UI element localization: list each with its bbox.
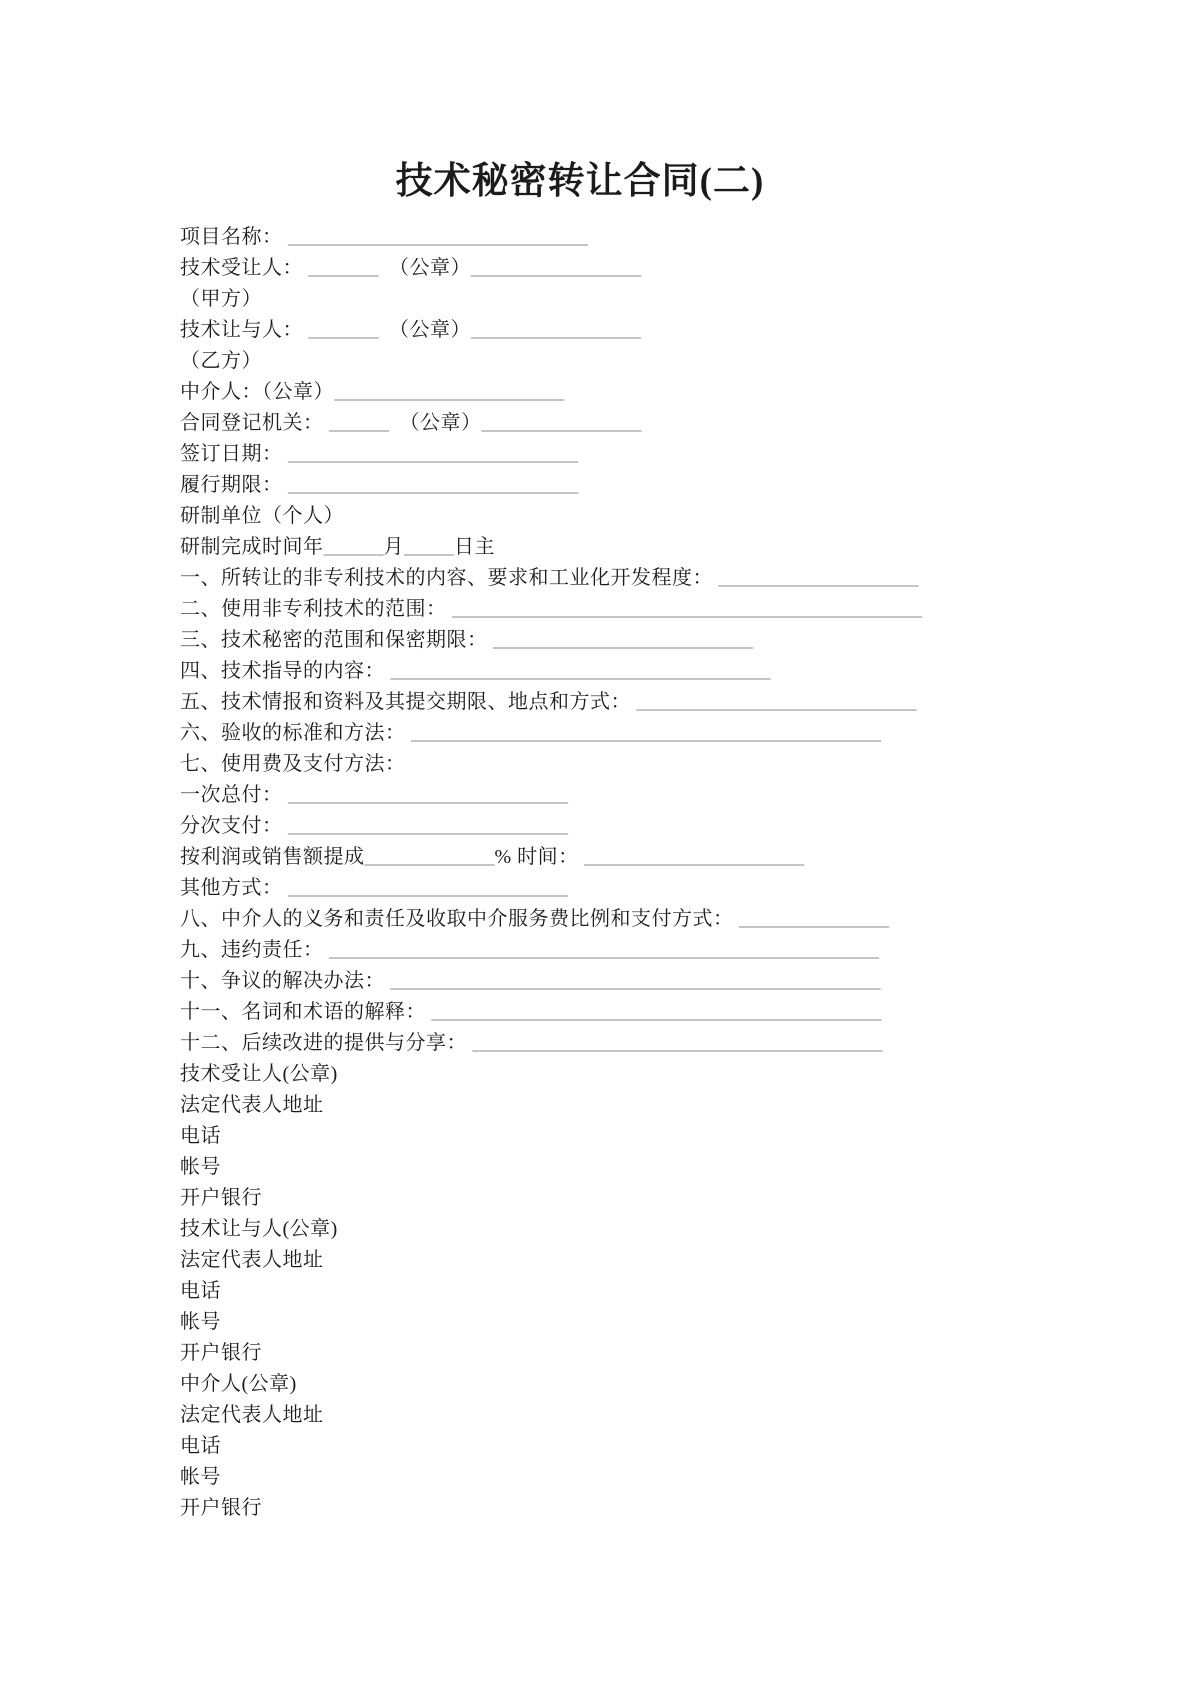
blank-field: _____________________________________________: [431, 1001, 882, 1023]
document-body: [180, 222, 980, 1524]
blank-field: ______________________: [584, 846, 805, 868]
blank-field: ____________________________: [636, 691, 917, 713]
doc-line: 履行期限： _____________________________: [180, 474, 578, 496]
page-title: 技术秘密转让合同(二): [395, 161, 765, 202]
doc-line: 按利润或销售额提成_____________% 时间： ______________________: [180, 846, 805, 868]
blank-field: ____________________________: [288, 815, 568, 837]
doc-line: 电话: [180, 1125, 221, 1147]
doc-line: 技术受让人(公章): [180, 1063, 338, 1085]
doc-line: 项目名称： ______________________________: [180, 226, 588, 248]
doc-line: 三、技术秘密的范围和保密期限： __________________________: [180, 629, 753, 651]
doc-line: 技术受让人： _______ （公章）_________________: [180, 257, 641, 279]
doc-line: 技术让与人： _______ （公章）_________________: [180, 319, 641, 341]
doc-line: 分次支付： ____________________________: [180, 815, 568, 837]
doc-line: （乙方）: [180, 350, 262, 372]
blank-field: __________________________: [493, 629, 753, 651]
blank-field: _____________________________: [288, 443, 578, 465]
blank-field: _______________________________________________: [411, 722, 881, 744]
doc-line: 电话: [180, 1280, 221, 1302]
doc-line: 帐号: [180, 1311, 221, 1333]
doc-line: 八、中介人的义务和责任及收取中介服务费比例和支付方式： _______________: [180, 908, 889, 930]
doc-line: 法定代表人地址: [180, 1404, 324, 1426]
doc-line: （甲方）: [180, 288, 262, 310]
blank-field: _______: [308, 319, 379, 341]
blank-field: ____________________: [718, 567, 919, 589]
doc-line: 五、技术情报和资料及其提交期限、地点和方式： ____________________________: [180, 691, 917, 713]
doc-line: 研制完成时间年______月_____日主: [180, 536, 495, 558]
doc-line: 合同登记机关： ______ （公章）________________: [180, 412, 642, 434]
blank-field: _______________________: [334, 381, 564, 403]
blank-field: ______: [323, 536, 384, 558]
doc-line: 帐号: [180, 1156, 221, 1178]
blank-field: _____: [404, 536, 454, 558]
blank-field: ______: [329, 412, 389, 434]
blank-field: _________________________________________________: [390, 970, 881, 992]
blank-field: ____________________________: [288, 877, 568, 899]
blank-field: _______________: [739, 908, 889, 930]
blank-field: _________________: [471, 257, 641, 279]
doc-line: 技术让与人(公章): [180, 1218, 338, 1240]
blank-field: ______________________________________: [390, 660, 771, 682]
blank-field: _____________________________: [288, 474, 578, 496]
blank-field: _________________: [471, 319, 641, 341]
blank-field: _______: [308, 257, 379, 279]
blank-field: ________________: [481, 412, 642, 434]
doc-line: 签订日期： _____________________________: [180, 443, 578, 465]
doc-line: 六、验收的标准和方法： _______________________________________________: [180, 722, 881, 744]
doc-line: 一次总付： ____________________________: [180, 784, 568, 806]
blank-field: _______________________________________________________: [329, 939, 879, 961]
doc-line: 其他方式： ____________________________: [180, 877, 568, 899]
doc-line: 开户银行: [180, 1497, 262, 1519]
doc-line: 十一、名词和术语的解释： _____________________________________________: [180, 1001, 882, 1023]
doc-line: 法定代表人地址: [180, 1094, 324, 1116]
blank-field: _________________________________________: [472, 1032, 883, 1054]
doc-line: 帐号: [180, 1466, 221, 1488]
doc-line: 一、所转让的非专利技术的内容、要求和工业化开发程度： ____________________: [180, 567, 919, 589]
doc-line: 法定代表人地址: [180, 1249, 324, 1271]
doc-line: 中介人(公章): [180, 1373, 297, 1395]
doc-line: 九、违约责任： _______________________________________________________: [180, 939, 879, 961]
doc-line: 四、技术指导的内容： ______________________________________: [180, 660, 771, 682]
doc-line: 二、使用非专利技术的范围： _______________________________________________: [180, 598, 922, 620]
blank-field: ____________________________: [288, 784, 568, 806]
doc-line: 开户银行: [180, 1342, 262, 1364]
doc-line: 十、争议的解决办法： _________________________________________________: [180, 970, 881, 992]
doc-line: 研制单位（个人）: [180, 505, 344, 527]
doc-line: 十二、后续改进的提供与分享： _________________________________________: [180, 1032, 883, 1054]
doc-line: 电话: [180, 1435, 221, 1457]
blank-field: _____________: [364, 846, 495, 868]
doc-line: 七、使用费及支付方法：: [180, 753, 406, 775]
blank-field: _______________________________________________: [452, 598, 922, 620]
blank-field: ______________________________: [288, 226, 588, 248]
doc-line: 开户银行: [180, 1187, 262, 1209]
contract-document: [180, 158, 980, 1524]
doc-line: 中介人：（公章）_______________________: [180, 381, 564, 403]
